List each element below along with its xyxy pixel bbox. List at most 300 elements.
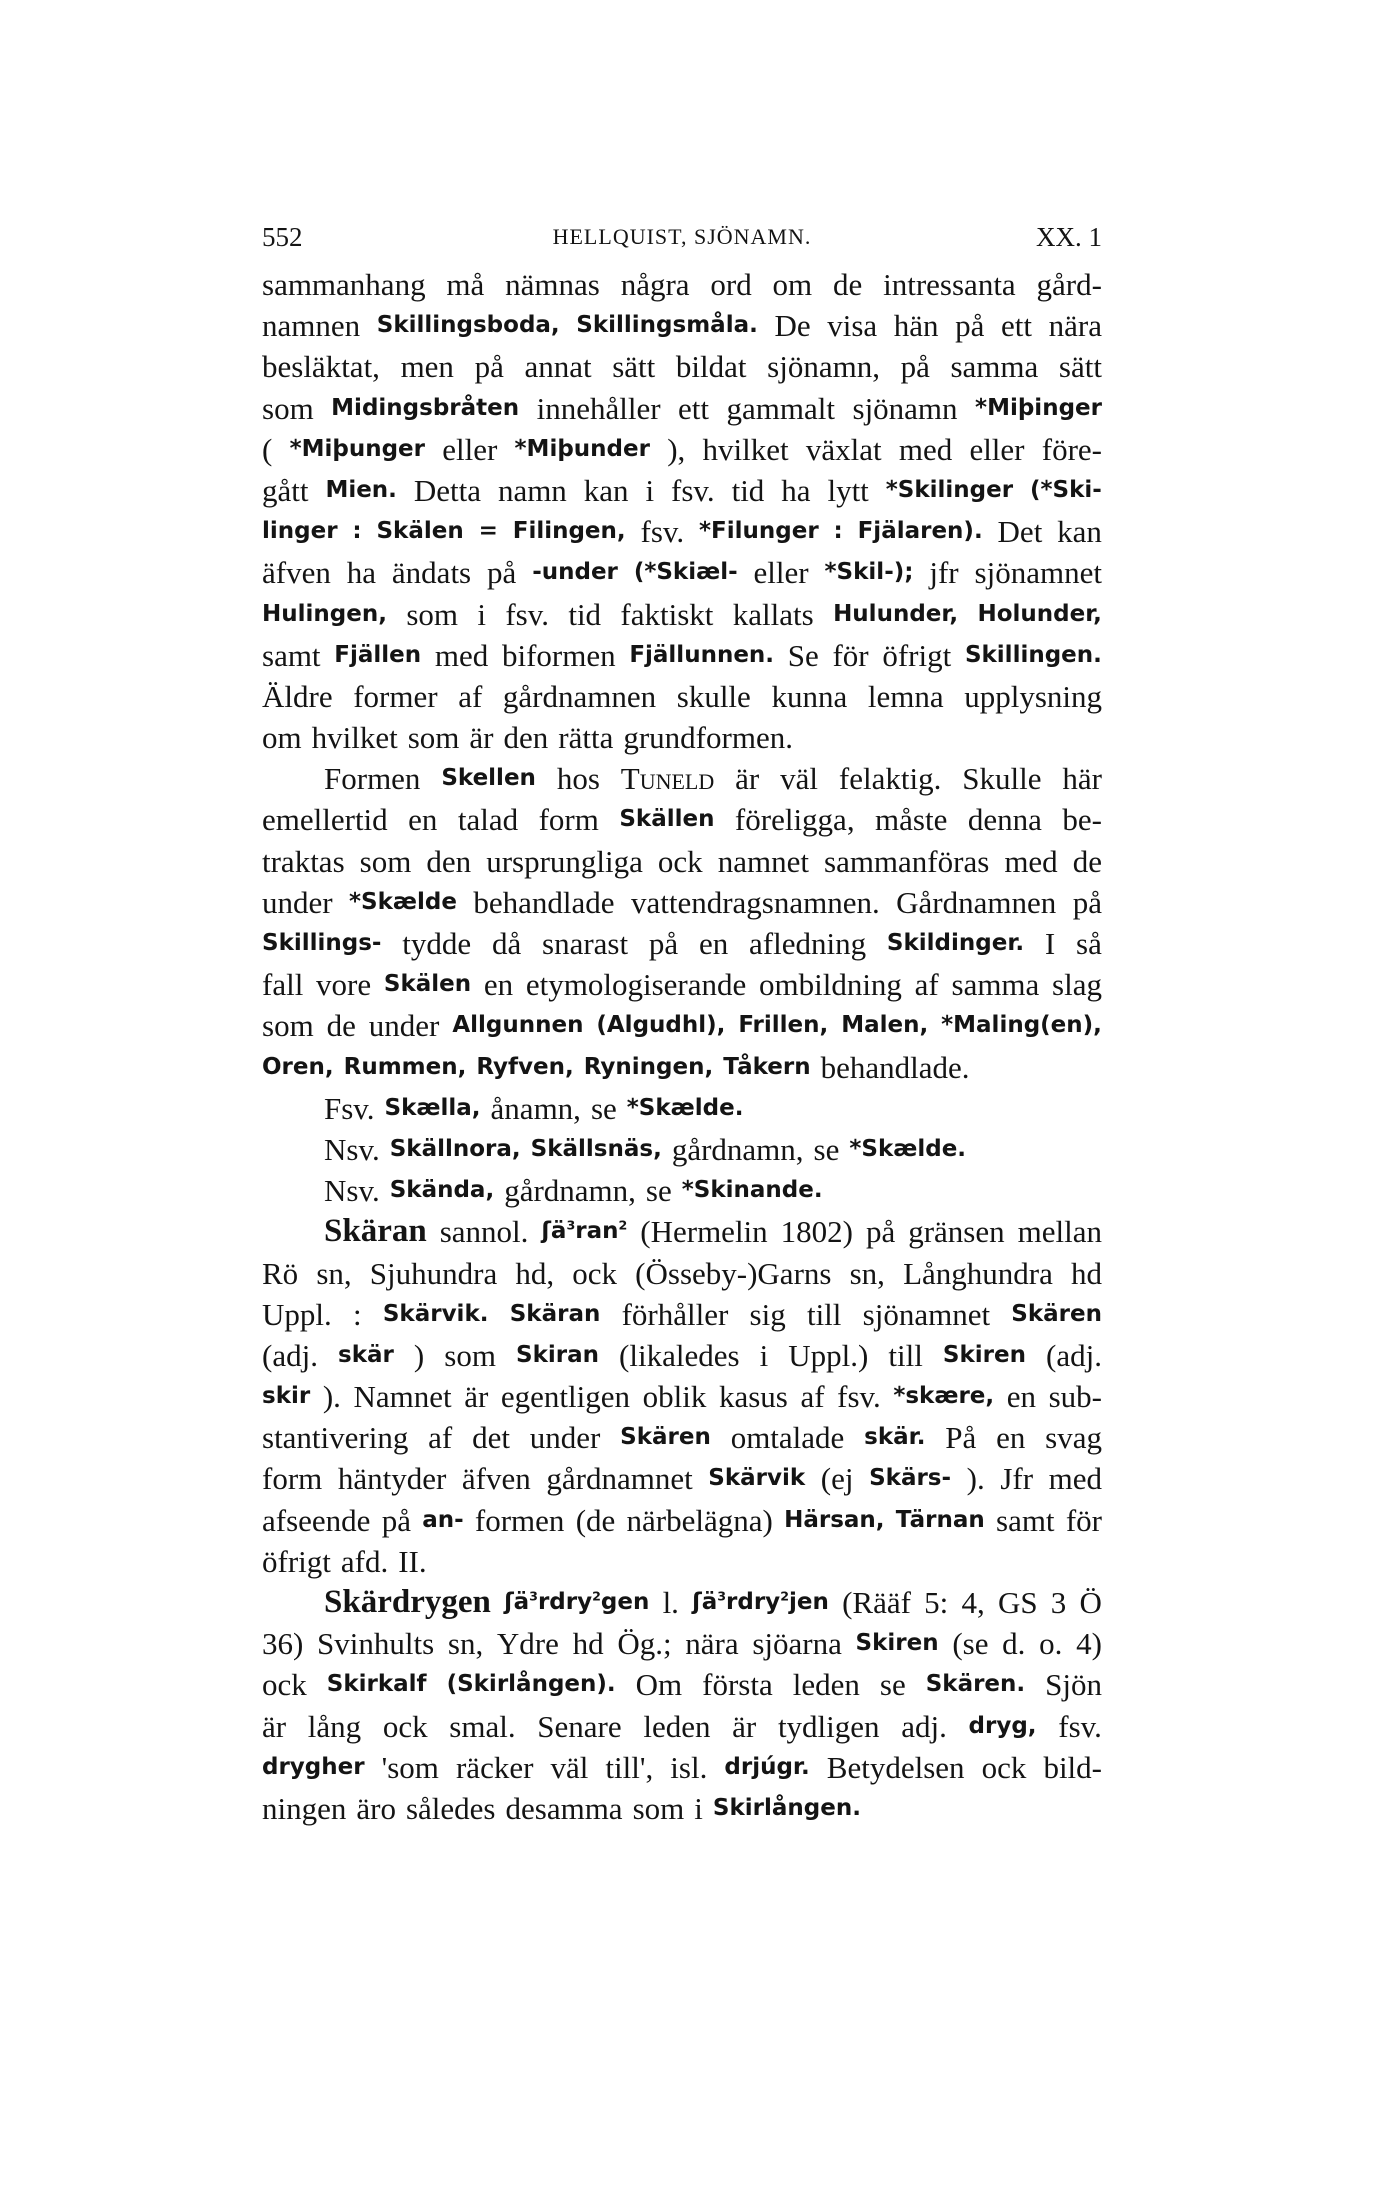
word: namnen xyxy=(262,308,361,344)
word: som xyxy=(262,1008,314,1044)
word: se xyxy=(645,1173,672,1209)
word: sammanföras xyxy=(824,843,990,879)
word: bild- xyxy=(1043,1749,1102,1785)
word: sammanhang xyxy=(262,267,426,302)
word: leden xyxy=(643,1708,711,1744)
word: Skillings- xyxy=(262,930,382,956)
word: grundformen. xyxy=(623,720,793,756)
word: (*Ski- xyxy=(1030,476,1102,503)
word: Skellen xyxy=(441,765,536,792)
word: fsv. xyxy=(671,472,715,508)
word: under xyxy=(368,1008,440,1044)
word: som xyxy=(406,596,458,632)
word: ) xyxy=(413,1337,425,1373)
word: ord xyxy=(710,267,752,302)
word: en xyxy=(1006,1379,1036,1415)
word: tydligen xyxy=(777,1708,880,1744)
word: måste xyxy=(875,802,948,838)
word: kan xyxy=(583,472,629,508)
word: upplysning xyxy=(964,678,1102,714)
word: Detta xyxy=(413,472,481,508)
word: Malen, xyxy=(841,1012,929,1039)
word: De xyxy=(774,308,811,344)
word: namn xyxy=(497,472,567,508)
word: Skällen xyxy=(619,806,715,833)
word: sjönamnet xyxy=(974,555,1102,591)
text-line xyxy=(262,1664,1102,1705)
word: Mien. xyxy=(325,476,397,503)
word: under xyxy=(529,1420,601,1456)
word: hd, xyxy=(515,1255,555,1291)
word: traktas xyxy=(262,843,345,879)
word: på xyxy=(1072,884,1102,920)
word: fall xyxy=(262,967,304,1003)
word: Ö xyxy=(1079,1585,1102,1620)
word: Skildinger. xyxy=(886,930,1025,956)
word: 3 xyxy=(1050,1585,1067,1620)
word: Skiran xyxy=(516,1341,599,1368)
text-line xyxy=(262,594,1102,635)
word: sn, xyxy=(849,1255,885,1291)
word: kunna xyxy=(771,678,848,714)
word: slag xyxy=(1052,967,1102,1003)
word: bildat xyxy=(675,349,747,385)
word: Tuneld xyxy=(620,761,715,797)
text-line xyxy=(262,758,1102,799)
word: : xyxy=(833,518,843,545)
word: till xyxy=(888,1337,923,1373)
word: i xyxy=(759,1337,769,1373)
word: (*Skiæl- xyxy=(633,559,738,586)
book-page xyxy=(262,0,1102,2188)
word: 36) xyxy=(262,1626,304,1662)
word: ), xyxy=(667,431,686,467)
word: Ryningen, xyxy=(583,1053,714,1080)
word: för xyxy=(1065,1502,1102,1538)
word: första xyxy=(702,1667,773,1703)
word: sig xyxy=(749,1296,786,1332)
word: ock xyxy=(981,1749,1027,1785)
word: sannol. xyxy=(439,1214,529,1250)
word: fsv. xyxy=(837,1379,881,1415)
text-line xyxy=(262,1623,1102,1664)
word: *skære, xyxy=(893,1383,995,1410)
word: ʃä$^3$rdry$^2$jen xyxy=(692,1588,829,1615)
word: Skillingen. xyxy=(964,641,1102,668)
word: kallats xyxy=(732,596,814,632)
word: Uppl. xyxy=(262,1296,332,1332)
word: Skälen xyxy=(376,518,464,545)
word: eller xyxy=(753,555,809,591)
word: på xyxy=(955,308,985,344)
word: en xyxy=(996,1420,1026,1456)
word: lemna xyxy=(867,678,944,714)
word: gård- xyxy=(1036,267,1102,302)
word: gårdnamn, xyxy=(671,1131,804,1167)
word: Skända, xyxy=(389,1177,495,1204)
word: tid xyxy=(568,596,602,632)
word: biformen xyxy=(501,637,616,673)
text-line xyxy=(262,1253,1102,1294)
word: På xyxy=(945,1420,977,1456)
text-line xyxy=(262,1170,1102,1211)
text-line xyxy=(262,1376,1102,1417)
word: af xyxy=(428,1420,453,1456)
word: *Skælde. xyxy=(849,1135,967,1162)
word: fsv. xyxy=(640,514,685,550)
word: sjönamn xyxy=(852,390,958,426)
word: till', xyxy=(605,1749,654,1785)
word: 'som xyxy=(381,1749,439,1785)
word: de xyxy=(833,267,863,302)
word: leden xyxy=(792,1667,860,1703)
word: samma xyxy=(951,967,1040,1003)
word: 5: xyxy=(924,1585,949,1620)
word: hos xyxy=(556,761,600,797)
text-line xyxy=(262,1541,1102,1582)
word: ett xyxy=(678,390,710,426)
word: annat xyxy=(524,349,592,385)
word: GS xyxy=(997,1585,1038,1620)
word: visa xyxy=(827,308,878,344)
word: nära xyxy=(1048,308,1102,344)
word: egentligen xyxy=(500,1379,631,1415)
word: Hulingen, xyxy=(262,600,387,627)
word: ock xyxy=(572,1255,618,1291)
word: ʃä$^3$ran$^2$ xyxy=(541,1217,628,1245)
word: l. xyxy=(662,1585,679,1620)
word: sn, xyxy=(447,1626,484,1662)
word: *Maling(en), xyxy=(941,1012,1102,1039)
word: i xyxy=(694,1790,703,1826)
section-number: XX. 1 xyxy=(1036,222,1102,252)
word: skir xyxy=(262,1383,311,1410)
word: sn, xyxy=(316,1255,352,1291)
word: en xyxy=(408,802,438,838)
word: Fjälaren). xyxy=(857,518,983,545)
word: ånamn, xyxy=(490,1090,581,1126)
word: (ej xyxy=(820,1461,854,1497)
word: så xyxy=(1076,926,1102,961)
word: 4) xyxy=(1076,1626,1102,1662)
word: här xyxy=(1062,761,1102,797)
word: Ydre xyxy=(496,1626,559,1662)
word: till xyxy=(806,1296,842,1332)
text-line xyxy=(262,346,1102,387)
word: o. xyxy=(1039,1626,1063,1662)
word: Skillingsmåla. xyxy=(576,312,758,339)
word: tid xyxy=(731,472,765,508)
text-line xyxy=(262,1458,1102,1499)
word: = xyxy=(478,518,498,545)
word: (adj. xyxy=(262,1337,318,1373)
text-line xyxy=(262,882,1102,923)
word: desamma xyxy=(505,1790,623,1826)
word: som xyxy=(262,390,314,426)
text-line xyxy=(262,470,1102,511)
word: om xyxy=(772,267,813,302)
text-line xyxy=(262,1747,1102,1788)
text-line xyxy=(262,1088,1102,1129)
word: Betydelsen xyxy=(826,1749,965,1785)
word: Skärdrygen xyxy=(324,1584,491,1620)
word: *Skil-); xyxy=(824,559,914,586)
word: Se xyxy=(787,637,819,673)
word: besläktat, xyxy=(262,349,380,385)
word: Fjällen xyxy=(334,641,422,668)
word: afd. xyxy=(340,1543,389,1579)
word: räcker xyxy=(455,1749,534,1785)
word: lytt xyxy=(827,472,869,508)
word: *Skælde xyxy=(349,888,457,915)
word: sjöarna xyxy=(752,1626,842,1662)
word: lång xyxy=(307,1708,362,1744)
word: Ryfven, xyxy=(476,1053,574,1080)
word: d. xyxy=(1002,1626,1026,1662)
word: närbelägna) xyxy=(626,1502,773,1538)
word: men xyxy=(400,349,454,385)
word: Skärvik xyxy=(708,1465,806,1492)
word: 4, xyxy=(961,1585,985,1620)
running-title: HELLQUIST, SJÖNAMN. xyxy=(552,224,812,249)
word: sätt xyxy=(1058,349,1102,385)
word: en xyxy=(483,967,514,1003)
word: rätta xyxy=(558,720,614,756)
word: eller xyxy=(442,431,498,467)
word: Skælla, xyxy=(384,1094,481,1121)
word: adj. xyxy=(901,1708,947,1744)
word: af xyxy=(458,678,483,714)
word: ʃä$^3$rdry$^2$gen xyxy=(504,1588,650,1615)
text-line xyxy=(262,964,1102,1005)
word: Nsv. xyxy=(324,1131,380,1167)
word: afledning xyxy=(749,926,867,961)
word: om xyxy=(262,720,302,756)
text-line xyxy=(262,388,1102,429)
word: isl. xyxy=(670,1749,708,1785)
word: Skärs- xyxy=(869,1465,952,1492)
word: : xyxy=(352,1296,362,1332)
word: gårdnamnen xyxy=(502,678,657,714)
text-line xyxy=(262,923,1102,964)
word: drjúgr. xyxy=(724,1753,810,1780)
word: Skiren xyxy=(942,1341,1026,1368)
word: samt xyxy=(262,637,321,673)
word: är xyxy=(469,720,494,756)
text-line xyxy=(262,1788,1102,1829)
text-line xyxy=(262,552,1102,593)
word: växlat xyxy=(805,431,882,467)
word: Skären xyxy=(1011,1300,1102,1327)
word: formen xyxy=(474,1502,565,1538)
word: gårdnamn, xyxy=(504,1173,636,1209)
word: en xyxy=(698,926,729,961)
word: ett xyxy=(1001,308,1033,344)
word: Fsv. xyxy=(324,1090,375,1126)
word: äfven xyxy=(262,555,331,591)
word: på xyxy=(648,926,679,961)
word: väl xyxy=(550,1749,589,1785)
text-line xyxy=(262,511,1102,552)
word: be- xyxy=(1062,802,1102,838)
word: talad xyxy=(457,802,519,838)
word: behandlade xyxy=(473,884,615,920)
text-line xyxy=(262,1706,1102,1747)
word: Sjön xyxy=(1045,1667,1102,1703)
word: mellan xyxy=(1017,1214,1102,1250)
word: Skärvik. xyxy=(382,1300,489,1327)
word: fsv. xyxy=(505,596,549,632)
word: samma xyxy=(950,349,1039,385)
word: -under xyxy=(532,559,618,586)
word: före- xyxy=(1041,431,1102,467)
word: felaktig. xyxy=(838,761,942,797)
word: som xyxy=(407,720,460,756)
word: med xyxy=(1004,843,1058,879)
word: Det xyxy=(997,514,1043,550)
word: ombildning xyxy=(758,967,902,1003)
word: således xyxy=(405,1790,496,1826)
word: som xyxy=(444,1337,496,1373)
word: Långhundra xyxy=(903,1255,1053,1291)
text-line xyxy=(262,1417,1102,1458)
text-line xyxy=(262,305,1102,346)
word: jfr xyxy=(929,555,959,591)
word: på xyxy=(865,1214,896,1250)
word: Skäran xyxy=(324,1213,427,1250)
text-line xyxy=(262,1500,1102,1541)
word: då xyxy=(491,926,522,961)
word: Skäran xyxy=(509,1300,601,1327)
word: hd xyxy=(572,1626,604,1662)
text-body xyxy=(262,264,1102,1829)
word: ock xyxy=(657,843,703,879)
word: äfven xyxy=(461,1461,531,1497)
word: förhåller xyxy=(621,1296,729,1332)
word: kasus xyxy=(718,1379,788,1415)
word: *Miþinger xyxy=(975,394,1102,421)
word: sjönamn, xyxy=(767,349,880,385)
word: nära xyxy=(685,1626,739,1662)
word: (likaledes xyxy=(619,1337,740,1373)
word: form xyxy=(262,1461,323,1497)
word: dryg, xyxy=(968,1712,1037,1739)
word: gårdnamnet xyxy=(546,1461,693,1497)
word: Tåkern xyxy=(723,1053,811,1080)
word: med xyxy=(434,637,489,673)
word: gammalt xyxy=(726,390,836,426)
text-line xyxy=(262,841,1102,882)
word: för xyxy=(832,637,869,673)
word: är xyxy=(262,1708,287,1744)
word: faktiskt xyxy=(620,596,714,632)
word: Skirlången. xyxy=(712,1794,861,1821)
word: oblik xyxy=(642,1379,707,1415)
word: på xyxy=(487,555,517,591)
word: hän xyxy=(893,308,939,344)
word: Rummen, xyxy=(343,1053,467,1080)
word: *Miþunder xyxy=(514,435,650,462)
word: linger xyxy=(262,518,338,545)
word: Svinhults xyxy=(317,1626,435,1662)
word: i xyxy=(477,596,486,632)
word: hvilket xyxy=(311,720,398,756)
word: an- xyxy=(422,1506,464,1533)
word: (Skirlången). xyxy=(446,1671,616,1698)
word: namnet xyxy=(717,843,809,879)
word: ( xyxy=(262,431,273,467)
word: är xyxy=(735,761,760,797)
word: med xyxy=(1048,1461,1102,1497)
word: svag xyxy=(1045,1420,1102,1456)
word: ha xyxy=(346,555,377,591)
word: Oren, xyxy=(262,1053,334,1080)
word: (Rääf xyxy=(842,1585,911,1620)
word: behandlade. xyxy=(820,1049,970,1085)
word: på xyxy=(900,349,930,385)
word: är xyxy=(464,1379,489,1415)
word: : xyxy=(352,518,362,545)
word: Frillen, xyxy=(738,1012,829,1039)
word: Sjuhundra xyxy=(369,1255,498,1291)
text-line xyxy=(262,717,1102,758)
word: former xyxy=(353,678,438,714)
word: ningen xyxy=(262,1790,347,1826)
word: Skären xyxy=(620,1424,711,1451)
word: den xyxy=(503,720,549,756)
word: (se xyxy=(952,1626,989,1662)
word: *Skilinger xyxy=(885,476,1014,503)
word: gått xyxy=(262,472,309,508)
word: öfrigt xyxy=(882,637,952,673)
word: Filingen, xyxy=(512,518,626,545)
word: öfrigt xyxy=(262,1543,331,1579)
word: hd xyxy=(1070,1255,1102,1291)
word: ). xyxy=(322,1379,341,1415)
word: som xyxy=(632,1790,685,1826)
word: Formen xyxy=(324,761,421,797)
word: må xyxy=(446,267,485,302)
word: *Miþunger xyxy=(289,435,425,462)
text-line xyxy=(262,1129,1102,1170)
word: ). xyxy=(966,1461,985,1497)
word: Hulunder, xyxy=(833,600,959,627)
word: afseende xyxy=(262,1502,371,1538)
word: Härsan, xyxy=(784,1506,885,1533)
word: Rö xyxy=(262,1255,299,1291)
word: äro xyxy=(356,1790,396,1826)
word: denna xyxy=(967,802,1042,838)
word: Ög.; xyxy=(617,1626,672,1662)
text-line xyxy=(262,635,1102,676)
word: den xyxy=(426,843,472,879)
word: Skällsnäs, xyxy=(530,1135,662,1162)
word: i xyxy=(645,472,655,508)
word: ursprungliga xyxy=(486,843,643,879)
word: under xyxy=(262,884,333,920)
word: Allgunnen xyxy=(452,1012,584,1039)
text-line xyxy=(262,1047,1102,1088)
text-line xyxy=(262,1294,1102,1335)
word: Midingsbråten xyxy=(331,394,520,421)
word: *Filunger xyxy=(699,518,819,545)
word: väl xyxy=(780,761,819,797)
running-header xyxy=(262,222,1102,258)
page-number: 552 xyxy=(262,222,303,252)
word: sub- xyxy=(1048,1379,1102,1415)
word: Nsv. xyxy=(324,1173,380,1209)
word: de xyxy=(1072,843,1102,879)
